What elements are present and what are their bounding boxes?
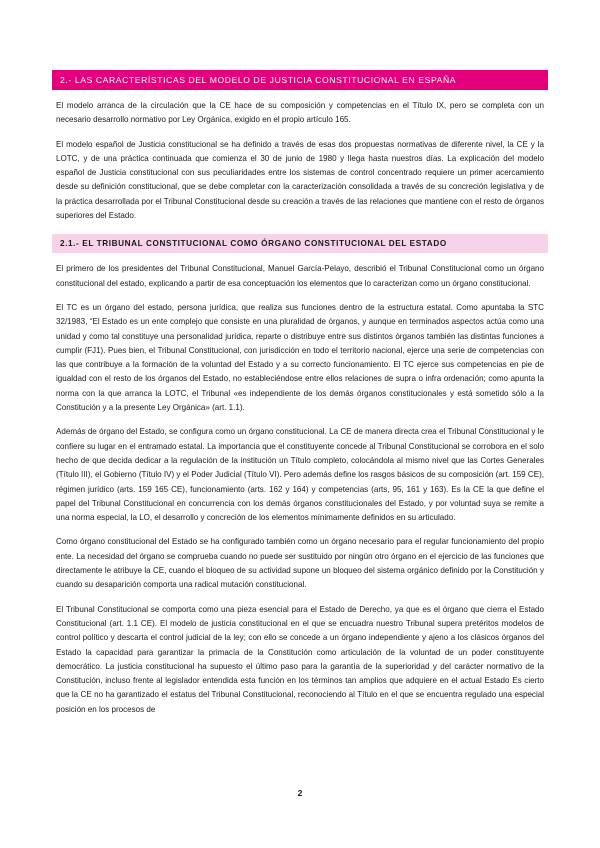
paragraph: El TC es un órgano del estado, persona jurídica, que realiza sus funciones dentro de la estructura estatal. Como apuntaba la STC 32/1983, “El Estado es un ente complejo que consiste en una pluralidad de órganos, y aunque en terminados aspectos actúa como una unidad y como tal constituye una personalidad jurídica, reparte o distribuye entre sus distintos órganos también las distintas funciones a cumplir (FJ1). Pues bien, el Tribunal Constitucional, con jurisdicción en todo el territorio nacional, ejerce una serie de competencias con las que contribuye a la formación de la voluntad del Estado y a su correcto funcionamiento. El TC ejerce sus competencias en pie de igualdad con el resto de los órganos del Estado, no estableciéndose entre ellos relaciones de supra o infra ordenación; como apunta la norma con la que arranca la LOTC, el Tribunal «es independiente de los demás órganos constitucionales y está sometido sólo a la Constitución y a la presente Ley Orgánica» (art. 1.1). [56, 302, 544, 413]
section-heading: 2.- LAS CARACTERÍSTICAS DEL MODELO DE JUSTICIA CONSTITUCIONAL EN ESPAÑA [52, 70, 548, 90]
paragraph: El primero de los presidentes del Tribunal Constitucional, Manuel García-Pelayo, describió el Tribunal Constitucional como un órgano constitucional del estado, explicando a partir de esa conceptuación los elementos que lo caracterizan como un órgano constitucional. [56, 264, 544, 288]
paragraph: El Tribunal Constitucional se comporta como una pieza esencial para el Estado de Derecho, ya que es el órgano que cierra el Estado Constitucional (art. 1.1 CE). El modelo de justicia constitucional en el que se encuadra nuestro Tribunal supera pretéritos modelos de control político y descarta el control judicial de la ley; con ello se concede a un órgano independiente y ajeno a los clásicos órganos del Estado la capacidad para garantizar la primacía de la Constitución como articulación de la voluntad de un poder constituyente democrático. La justicia constitucional ha supuesto el último paso para la garantía de la superioridad y del carácter normativo de la Constitución, incluso frente al legislador entendida esta función en los términos tan amplios que adquiere en el actual Estado Es cierto que la CE no ha garantizado el estatus del Tribunal Constitucional, reconociendo al Título en el que se encuentra regulado una especial posición en los procesos de [56, 604, 544, 714]
page-number: 2 [297, 788, 303, 798]
paragraph: Como órgano constitucional del Estado se ha configurado también como un órgano necesario para el regular funcionamiento del propio ente. La necesidad del órgano se comprueba cuando no puede ser sustituido por ningún otro órgano en el ejercicio de las funciones que directamente le atribuye la CE, cuando el bloqueo de su actividad supone un bloqueo del sistema orgánico definido por la Constitución y cuando su desaparición comporta una radical mutación constitucional. [56, 537, 544, 590]
paragraph: Además de órgano del Estado, se configura como un órgano constitucional. La CE de manera directa crea el Tribunal Constitucional y le confiere su lugar en el entramado estatal. La importancia que el constituyente concede al Tribunal Constitucional se corrobora en el solo hecho de que decida dedicar a la regulación de la institución un Título completo, colocándola al mismo nivel que las Cortes Generales (Título III), el Gobierno (Título IV) y el Poder Judicial (Título VI). Pero además define los rasgos básicos de su composición (art. 159 CE), régimen jurídico (arts. 159 165 CE), funcionamiento (arts. 162 y 164) y competencias (arts, 95, 161 y 163). Es la CE la que define el papel del Tribunal Constitucional en concurrencia con los demás órganos constitucionales del Estado, y por voluntad suya se remite a una norma especial, la LO, el desarrollo y concreción de los elementos mínimamente definidos en su articulado. [56, 427, 544, 523]
subsection-heading: 2.1.- EL TRIBUNAL CONSTITUCIONAL COMO ÓRGANO CONSTITUCIONAL DEL ESTADO [52, 234, 548, 253]
paragraph: El modelo arranca de la circulación que la CE hace de su composición y competencias en el Título IX, pero se completa con un necesario desarrollo normativo por Ley Orgánica, exigido en el propio artículo 165. [56, 101, 544, 125]
document-page [52, 70, 548, 717]
paragraph: El modelo español de Justicia constitucional se ha definido a través de esas dos propuestas normativas de diferente nivel, la CE y la LOTC, y de una práctica continuada que comienza el 30 de junio de 1980 y llega hasta nuestros días. La explicación del modelo español de Justicia constitucional con sus peculiaridades entre los sistemas de control concentrado requiere un primer acercamiento desde su definición constitucional, que se debe completar con la caracterización consolidada a través de su concreción legislativa y de la práctica desarrollada por el Tribunal Constitucional desde su creación a través de las relaciones que mantiene con el resto de órganos superiores del Estado. [56, 139, 544, 221]
